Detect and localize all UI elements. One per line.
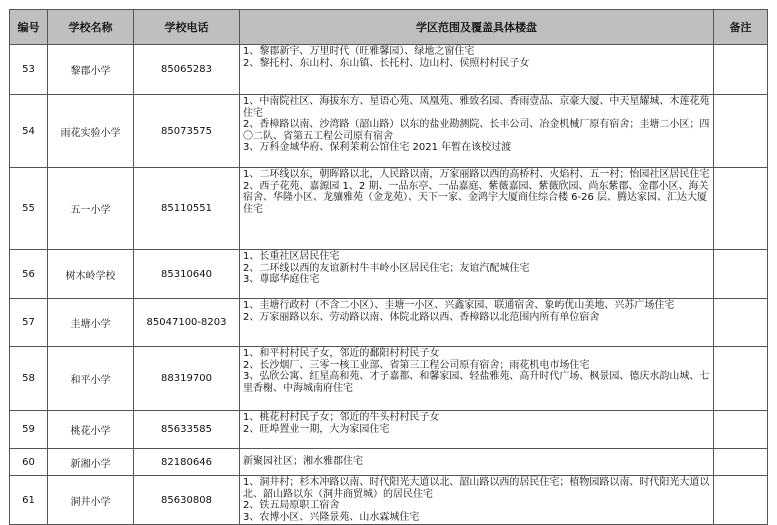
header-district-scope: 学区范围及覆盖具体楼盘: [240, 10, 714, 45]
row-number: 57: [10, 299, 48, 347]
school-name: 新湘小学: [48, 449, 134, 476]
district-scope: [240, 45, 714, 95]
table-row: [10, 168, 768, 250]
school-name: 树木岭学校: [48, 250, 134, 299]
school-name: 五一小学: [48, 168, 134, 250]
school-district-table: [9, 9, 768, 525]
school-phone: 88319700: [134, 347, 240, 411]
table-row: [10, 476, 768, 525]
scope-line: 2、铁五局原职工宿舍: [243, 500, 340, 511]
district-scope: [240, 347, 714, 411]
header-number: 编号: [10, 10, 48, 45]
school-phone: 85633585: [134, 411, 240, 449]
district-scope: [240, 299, 714, 347]
remarks: [714, 250, 768, 299]
school-phone: 85065283: [134, 45, 240, 95]
scope-line: 1、桃花村村民子女；邻近的牛头村村民子女: [243, 412, 440, 423]
row-number: 54: [10, 95, 48, 168]
table-row: [10, 250, 768, 299]
school-name: 和平小学: [48, 347, 134, 411]
district-scope: [240, 449, 714, 476]
table-row: [10, 95, 768, 168]
scope-line: 3、农博小区、兴隆景苑、山水霖城住宅: [243, 511, 420, 523]
district-scope: [240, 168, 714, 250]
school-name: 黎郡小学: [48, 45, 134, 95]
header-school-phone: 学校电话: [134, 10, 240, 45]
remarks: [714, 45, 768, 95]
row-number: 61: [10, 476, 48, 525]
scope-line: 1、圭塘行政村（不含二小区）、圭塘一小区、兴鑫家园、联通宿舍、象屿优山美地、兴苏广场住宅: [243, 300, 675, 311]
row-number: 58: [10, 347, 48, 411]
district-scope: [240, 95, 714, 168]
scope-line: 2、西子花苑、嘉源园 1、2 期、一品东亭、一品嘉庭、紫薇嘉园、紫薇欣园、尚东紫郡、金郡小区、海关宿舍、华隆小区、龙骧雅苑（金龙苑）、天下一家、金鸿宇大厦商住综合楼 6-26 层、腾达家园、汇达大厦住宅: [243, 180, 709, 215]
row-number: 56: [10, 250, 48, 299]
table-row: [10, 411, 768, 449]
header-school-name: 学校名称: [48, 10, 134, 45]
table-row: [10, 45, 768, 95]
school-name: 洞井小学: [48, 476, 134, 525]
remarks: [714, 95, 768, 168]
district-scope: [240, 411, 714, 449]
row-number: 59: [10, 411, 48, 449]
school-phone: 85110551: [134, 168, 240, 250]
scope-line: 2、香樟路以南、沙湾路（韶山路）以东的盐业勘测院、长丰公司、冶金机械厂原有宿舍；圭塘二小区；四〇二队、省第五工程公司原有宿舍: [243, 119, 710, 142]
table-row: [10, 449, 768, 476]
district-scope: [240, 476, 714, 525]
scope-line: 3、尊邸华庭住宅: [243, 274, 320, 285]
school-phone: 85047100-8203: [134, 299, 240, 347]
school-phone: 85073575: [134, 95, 240, 168]
remarks: [714, 299, 768, 347]
remarks: [714, 168, 768, 250]
table-row: [10, 299, 768, 347]
scope-line: 1、洞井村；杉木冲路以南、时代阳光大道以北、韶山路以西的居民住宅；植物园路以南、时代阳光大道以北、韶山路以东（洞井商贸城）的居民住宅: [243, 477, 710, 500]
scope-line: 1、中南院社区、海拔东方、星语心苑、凤凰苑、雅致名园、香雨壹品、京豪大厦、中天星耀城、木莲花苑住宅: [243, 96, 710, 119]
school-phone: 85630808: [134, 476, 240, 525]
scope-line: 新聚园社区；湘水雅郡住宅: [243, 456, 363, 468]
scope-line: 2、万家丽路以东、劳动路以南、体院北路以西、香樟路以北范围内所有单位宿舍: [243, 311, 600, 323]
scope-line: 3、弘欣公寓、红星高和苑、才子嘉都、和馨家园、轻盐雅苑、高升时代广场、枫景园、德庆水韵山城、七里香榭、中海城南府住宅: [243, 371, 710, 394]
school-name: 圭塘小学: [48, 299, 134, 347]
school-phone: 82180646: [134, 449, 240, 476]
scope-line: 2、二环线以西的友谊新村牛丰岭小区居民住宅；友谊汽配城住宅: [243, 262, 530, 274]
school-phone: 85310640: [134, 250, 240, 299]
school-name: 雨花实验小学: [48, 95, 134, 168]
scope-line: 3、万科金域华府、保利茉莉公馆住宅 2021 年暂在该校过渡: [243, 142, 512, 153]
scope-line: 1、长重社区居民住宅: [243, 251, 340, 262]
scope-line: 1、黎郡新宇、万里时代（旺雅馨园）、绿地之窗住宅: [243, 46, 475, 57]
table-row: [10, 347, 768, 411]
row-number: 60: [10, 449, 48, 476]
scope-line: 2、黎托村、东山村、东山镇、长托村、边山村、侯照村村民子女: [243, 57, 530, 69]
scope-line: 1、二环线以东，朝晖路以北，人民路以南，万家丽路以西的高桥村、火焰村、五一村；怡园社区居民住宅: [243, 169, 710, 180]
scope-line: 2、旺埠置业一期，大为家园住宅: [243, 423, 390, 435]
header-row: [10, 10, 768, 45]
scope-line: 1、和平村村民子女，邻近的鄱阳村村民子女: [243, 348, 440, 359]
remarks: [714, 449, 768, 476]
scope-line: 2、长沙烟厂、三零一核工业部、省第三工程公司原有宿舍；雨花机电市场住宅: [243, 359, 590, 371]
remarks: [714, 347, 768, 411]
row-number: 55: [10, 168, 48, 250]
header-remarks: 备注: [714, 10, 768, 45]
school-name: 桃花小学: [48, 411, 134, 449]
remarks: [714, 476, 768, 525]
row-number: 53: [10, 45, 48, 95]
district-scope: [240, 250, 714, 299]
remarks: [714, 411, 768, 449]
